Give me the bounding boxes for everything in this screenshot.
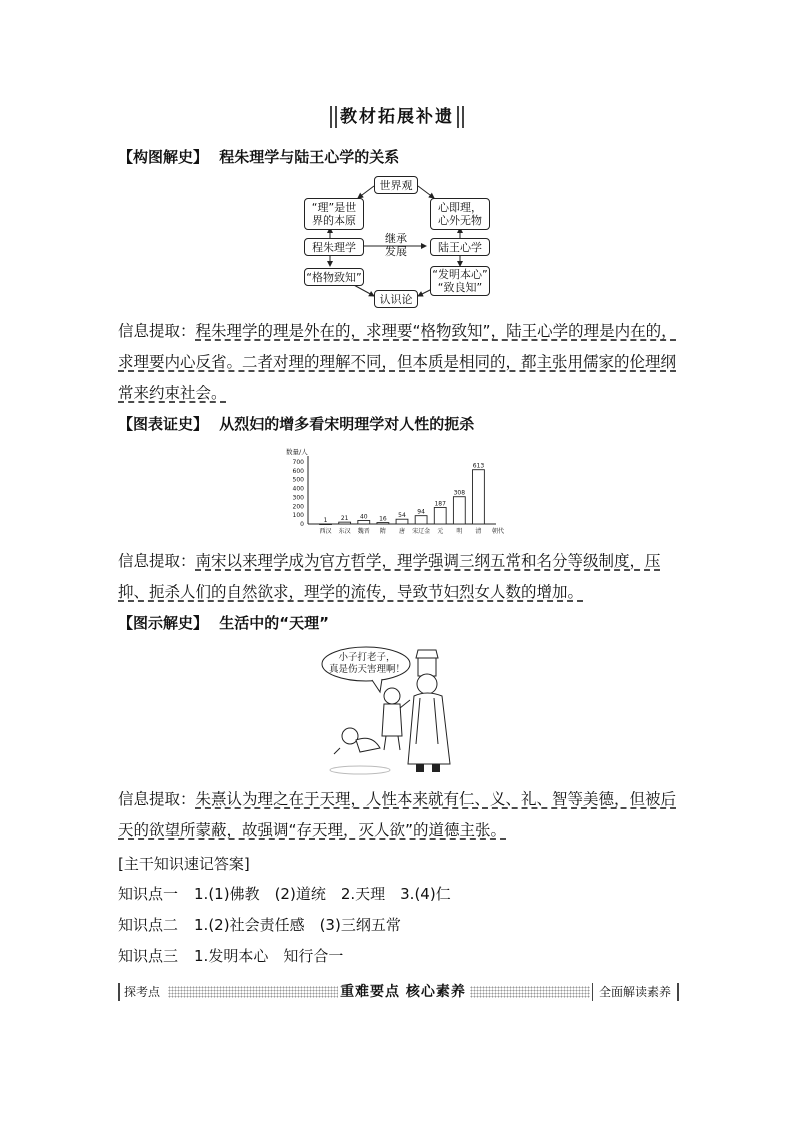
chart-x-tick-8: 清 bbox=[475, 528, 482, 535]
label-inherit-line1: 继承 bbox=[385, 232, 407, 245]
node-li-origin-line1: “理”是世 bbox=[311, 201, 357, 214]
banner-bar-left-2 bbox=[335, 106, 337, 128]
answer-row-1 bbox=[118, 883, 451, 904]
node-xin-li-line1: 心即理， bbox=[438, 201, 482, 214]
section2-tag: 【图表证史】 bbox=[118, 415, 209, 433]
chart-bar-1 bbox=[339, 522, 351, 524]
answer-row-3-label: 知识点三 bbox=[118, 947, 179, 965]
chart-y-tick-7: 0 bbox=[300, 521, 304, 528]
chart-value-label-3: 16 bbox=[379, 515, 387, 523]
chart-value-label-7: 308 bbox=[453, 489, 466, 497]
chart-value-label-8: 613 bbox=[472, 462, 485, 470]
footer-dots-right bbox=[470, 986, 590, 998]
chart-bar-3 bbox=[377, 523, 389, 524]
answer-row-2-text: 1.(2)社会责任感 (3)三纲五常 bbox=[194, 916, 401, 934]
footer-dots-left bbox=[168, 986, 338, 998]
chart-x-tick-5: 宋辽金 bbox=[412, 528, 431, 535]
answer-row-2-label: 知识点二 bbox=[118, 916, 179, 934]
heavenly-principle-cartoon bbox=[320, 644, 480, 780]
node-gewu-text: “格物致知” bbox=[306, 270, 362, 284]
chart-y-tick-3: 400 bbox=[292, 485, 304, 493]
footer-left bbox=[118, 983, 164, 1001]
node-cheng-zhu bbox=[304, 238, 364, 256]
section1-info-text: 程朱理学的理是外在的，求理要“格物致知”，陆王心学的理是内在的，求理要内心反省。二者对理的理解不同，但本质是相同的，都主张用儒家的伦理纲常来约束社会。 bbox=[118, 322, 677, 402]
footer-left-text: 探考点 bbox=[124, 985, 161, 999]
banner-bar-right-2 bbox=[462, 106, 464, 128]
footer-right-text: 全面解读素养 bbox=[598, 985, 671, 999]
node-faming-line2: “致良知” bbox=[437, 281, 483, 294]
node-xin-li-line2: 心外无物 bbox=[438, 214, 482, 227]
chart-value-label-5: 94 bbox=[417, 508, 425, 516]
answer-row-1-text: 1.(1)佛教 (2)道统 2.天理 3.(4)仁 bbox=[194, 885, 451, 903]
answer-row-1-label: 知识点一 bbox=[118, 885, 179, 903]
chart-y-tick-5: 200 bbox=[292, 503, 304, 511]
chart-bar-6 bbox=[434, 507, 446, 524]
martyr-women-chart bbox=[284, 446, 510, 538]
section1-title: 程朱理学与陆王心学的关系 bbox=[219, 148, 400, 166]
chart-value-label-6: 187 bbox=[434, 500, 446, 508]
chart-bar-8 bbox=[473, 470, 485, 524]
section3-heading bbox=[118, 612, 329, 633]
chart-bar-2 bbox=[358, 520, 370, 524]
relationship-diagram bbox=[298, 172, 494, 308]
chart-value-label-1: 21 bbox=[340, 515, 349, 523]
section-footer bbox=[118, 983, 678, 1001]
answers-heading: [主干知识速记答案] bbox=[118, 855, 250, 873]
node-epistemology bbox=[374, 290, 418, 308]
section2-heading bbox=[118, 413, 474, 434]
section1-tag: 【构图解史】 bbox=[118, 148, 209, 166]
node-faming bbox=[430, 266, 490, 296]
node-gewu bbox=[304, 268, 364, 286]
section2-info bbox=[118, 546, 678, 608]
section2-info-text: 南宋以来理学成为官方哲学，理学强调三纲五常和名分等级制度，压抑、扼杀人们的自然欲求，理学的流传，导致节妇烈女人数的增加。 bbox=[118, 552, 661, 601]
label-inherit bbox=[376, 232, 416, 258]
banner-bar-left bbox=[330, 106, 332, 128]
node-li-origin bbox=[304, 198, 364, 230]
chart-value-label-4: 54 bbox=[398, 512, 406, 520]
chart-y-tick-2: 500 bbox=[292, 476, 304, 484]
label-inherit-line2: 发展 bbox=[385, 245, 407, 258]
chart-x-tick-6: 元 bbox=[437, 528, 444, 535]
node-lu-wang-text: 陆王心学 bbox=[438, 240, 482, 254]
section3-info-label: 信息提取： bbox=[118, 790, 196, 808]
node-xin-li bbox=[430, 198, 490, 230]
chart-x-tick-7: 明 bbox=[456, 528, 463, 535]
chart-value-label-2: 40 bbox=[359, 513, 368, 521]
chart-x-tick-0: 西汉 bbox=[319, 528, 332, 535]
chart-y-tick-1: 600 bbox=[292, 467, 304, 475]
chart-y-tick-4: 300 bbox=[292, 494, 304, 502]
node-world-view-text: 世界观 bbox=[379, 178, 413, 192]
chart-bar-0 bbox=[320, 524, 332, 525]
speech-bubble bbox=[328, 652, 406, 676]
chart-bar-7 bbox=[453, 497, 465, 524]
chart-bar-4 bbox=[396, 519, 408, 524]
section2-title: 从烈妇的增多看宋明理学对人性的扼杀 bbox=[219, 415, 475, 433]
footer-center: 重难要点 核心素养 bbox=[340, 984, 466, 1000]
node-world-view bbox=[374, 176, 418, 194]
section2-info-label: 信息提取： bbox=[118, 552, 196, 570]
node-lu-wang bbox=[430, 238, 490, 256]
section3-info-text: 朱熹认为理之在于天理，人性本来就有仁、义、礼、智等美德，但被后天的欲望所蒙蔽，故强调“存天理，灭人欲”的道德主张。 bbox=[118, 790, 677, 839]
answer-row-3 bbox=[118, 945, 343, 966]
chart-x-tick-4: 唐 bbox=[398, 528, 406, 535]
footer-right bbox=[592, 983, 679, 1001]
chart-y-label: 数量/人 bbox=[286, 448, 308, 456]
node-cheng-zhu-text: 程朱理学 bbox=[312, 240, 356, 254]
section1-heading bbox=[118, 146, 399, 167]
section3-title: 生活中的“天理” bbox=[219, 614, 329, 632]
node-faming-line1: “发明本心” bbox=[432, 268, 488, 281]
chart-x-tick-2: 魏晋 bbox=[357, 528, 370, 535]
chart-x-label: 朝代 bbox=[492, 528, 505, 535]
chart-y-tick-0: 700 bbox=[292, 459, 304, 466]
chart-x-tick-1: 东汉 bbox=[338, 528, 351, 535]
banner-bar-right bbox=[457, 106, 459, 128]
section1-info-label: 信息提取： bbox=[118, 322, 196, 340]
section3-tag: 【图示解史】 bbox=[118, 614, 209, 632]
chart-x-tick-3: 隋 bbox=[379, 528, 386, 535]
chart-bar-5 bbox=[415, 516, 427, 524]
speech-line1: 小子打老子， bbox=[338, 652, 396, 663]
section-banner bbox=[330, 104, 464, 130]
chart-y-tick-6: 100 bbox=[292, 512, 304, 520]
speech-line2: 真是伤天害理啊！ bbox=[328, 664, 405, 675]
answer-row-3-text: 1.发明本心 知行合一 bbox=[194, 947, 344, 965]
answer-row-2 bbox=[118, 914, 401, 935]
section3-info bbox=[118, 784, 678, 846]
node-epistemology-text: 认识论 bbox=[379, 292, 413, 306]
chart-value-label-0: 1 bbox=[323, 516, 328, 524]
section1-info bbox=[118, 316, 678, 409]
banner-title: 教材拓展补遗 bbox=[340, 107, 454, 127]
chart-svg bbox=[284, 446, 510, 538]
node-li-origin-line2: 界的本原 bbox=[312, 214, 356, 227]
